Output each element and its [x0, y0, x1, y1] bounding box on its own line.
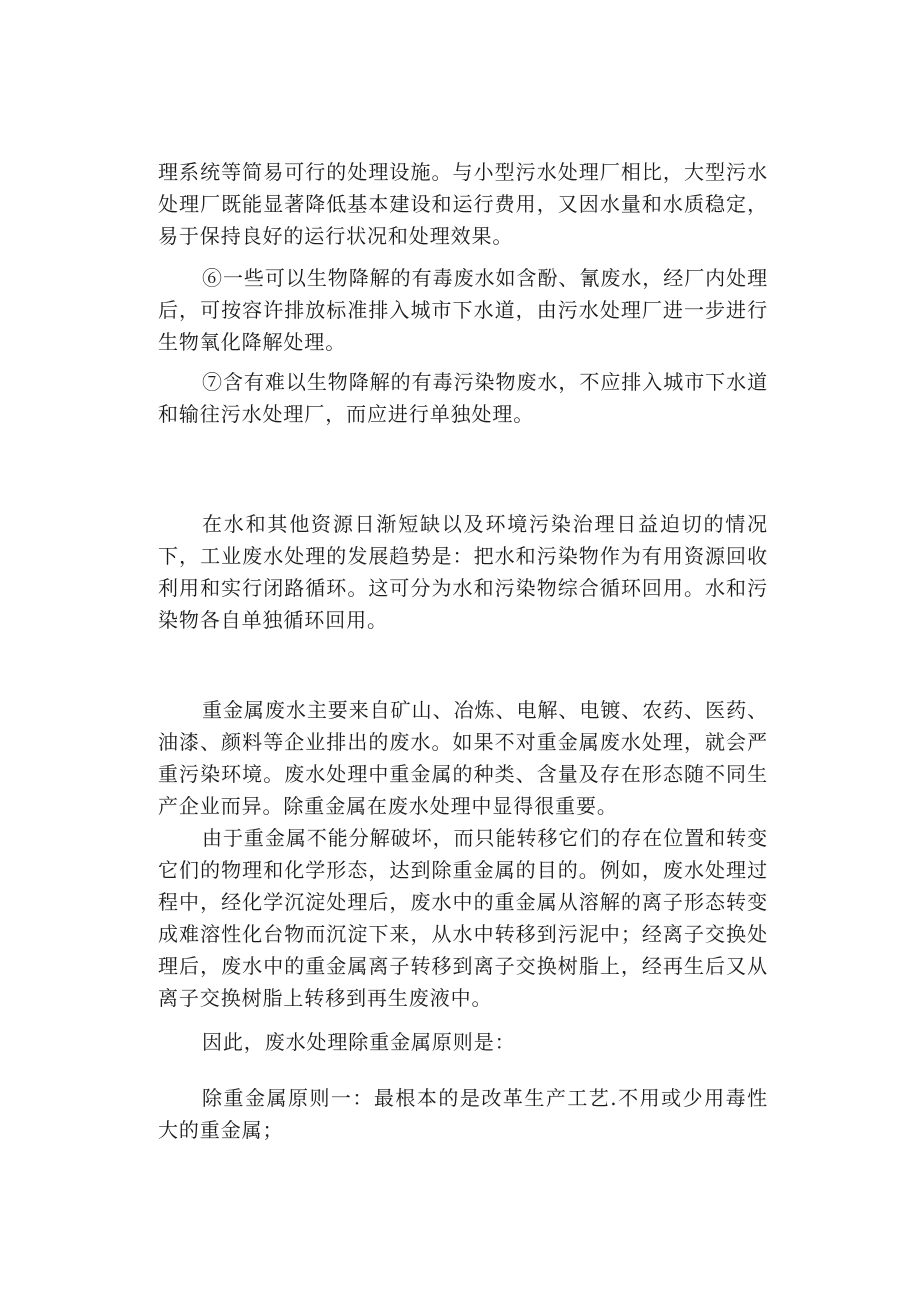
paragraph-8: 除重金属原则一：最根本的是改革生产工艺.不用或少用毒性大的重金属； [158, 1086, 768, 1142]
paragraph-7: 因此，废水处理除重金属原则是： [202, 1030, 516, 1054]
paragraph-4: 在水和其他资源日渐短缺以及环境污染治理日益迫切的情况下，工业废水处理的发展趋势是：把水和污染物作为有用资源回收利用和实行闭路循环。这可分为水和污染物综合循环回用。水和污染物各自单独循环回用。 [158, 512, 768, 632]
paragraph-5: 重金属废水主要来自矿山、冶炼、电解、电镀、农药、医药、油漆、颜料等企业排出的废水。如果不对重金属废水处理，就会严重污染环境。废水处理中重金属的种类、含量及存在形态随不同生产企业而异。除重金属在废水处理中显得很重要。 [158, 698, 768, 818]
paragraph-2: ⑥一些可以生物降解的有毒废水如含酚、氰废水，经厂内处理后，可按容许排放标准排入城市下水道，由污水处理厂进一步进行生物氧化降解处理。 [158, 266, 768, 354]
paragraph-3: ⑦含有难以生物降解的有毒污染物废水，不应排入城市下水道和输往污水处理厂，而应进行单独处理。 [158, 370, 768, 426]
paragraph-1: 理系统等简易可行的处理设施。与小型污水处理厂相比，大型污水处理厂既能显著降低基本建设和运行费用，又因水量和水质稳定，易于保持良好的运行状况和处理效果。 [158, 160, 768, 248]
paragraph-6: 由于重金属不能分解破坏，而只能转移它们的存在位置和转变它们的物理和化学形态，达到除重金属的目的。例如，废水处理过程中，经化学沉淀处理后，废水中的重金属从溶解的离子形态转变成难溶性化台物而沉淀下来，从水中转移到污泥中；经离子交换处理后，废水中的重金属离子转移到离子交换树脂上，经再生后又从离子交换树脂上转移到再生废液中。 [158, 826, 768, 1010]
